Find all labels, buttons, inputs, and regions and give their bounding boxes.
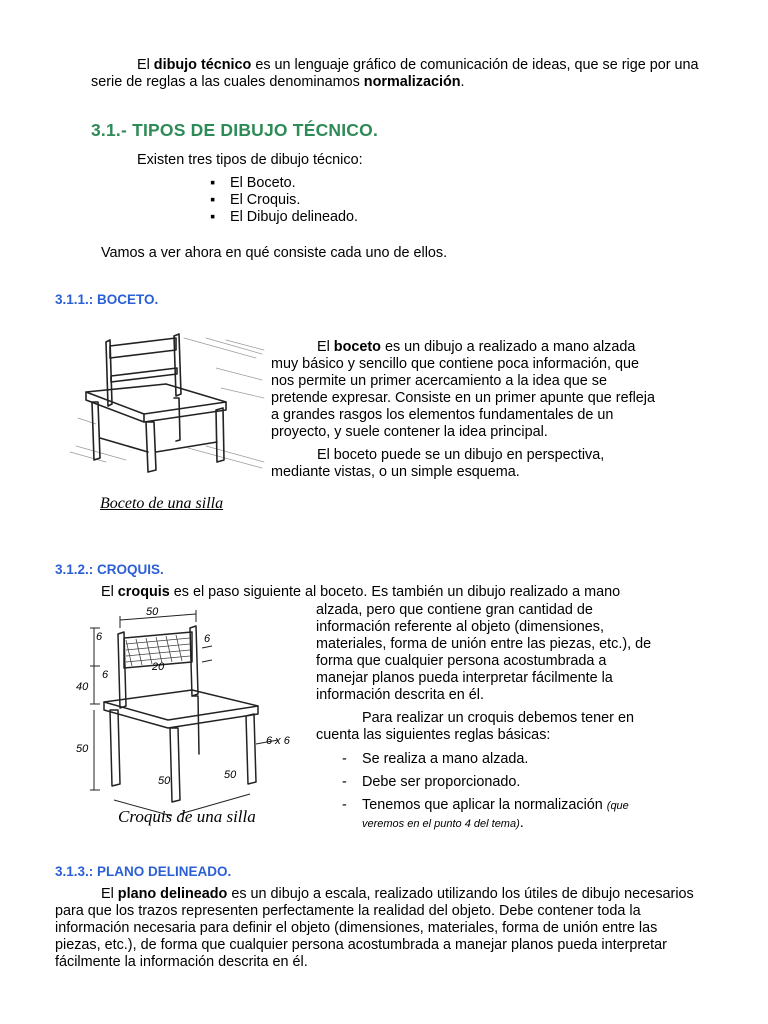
- list-item: ▪ El Dibujo delineado.: [210, 209, 358, 226]
- list-item: ▪ El Boceto.: [210, 175, 358, 192]
- boceto-caption: Boceto de una silla: [100, 495, 224, 512]
- dim-bottom-50b: 50: [224, 769, 237, 781]
- croquis-sketch: [74, 604, 306, 836]
- dim-leg-50: 50: [76, 743, 89, 755]
- list-item: - Se realiza a mano alzada.: [340, 751, 670, 768]
- croquis-heading: 3.1.2.: CROQUIS.: [55, 562, 164, 577]
- dim-section-6x6: 6 x 6: [266, 735, 290, 747]
- boceto-heading: 3.1.1.: BOCETO.: [55, 292, 159, 307]
- boceto-sketch: [66, 328, 266, 478]
- dim-left-6a: 6: [96, 631, 103, 643]
- dim-rail-20: 20: [152, 661, 165, 673]
- croquis-caption: Croquis de una silla: [118, 807, 256, 826]
- dim-left-6b: 6: [102, 669, 109, 681]
- dim-back-40: 40: [76, 681, 89, 693]
- boceto-paragraph-1: El boceto es un dibujo a realizado a mano alzada muy básico y sencillo que contiene poca información, que nos permite un primer acercamiento a la idea que se pretende expresar. Consiste en un primer apunte que refleja a grandes rasgos los elementos fundamentales de un proyecto, y suele contener la idea principal.: [271, 339, 655, 440]
- rule-note: (que veremos en el punto 4 del tema): [362, 800, 629, 830]
- term-plano-delineado: plano delineado: [117, 886, 228, 902]
- croquis-paragraph-1a: El croquis es el paso siguiente al boceto. Es también un dibujo realizado a mano: [101, 584, 621, 600]
- list-item: - Debe ser proporcionado.: [340, 774, 670, 791]
- list-item: ▪ El Croquis.: [210, 192, 358, 209]
- boceto-chair-illustration: [66, 328, 266, 478]
- croquis-paragraph-1b: alzada, pero que contiene gran cantidad de información referente al objeto (dimensiones, materiales, forma de unión entre las piezas, etc.), de forma que cualquier persona acostumbrada a manejar planos pueda interpretar fácilmente la información descrita en él.: [316, 602, 652, 703]
- term-dibujo-tecnico: dibujo técnico: [153, 57, 252, 73]
- term-normalizacion: normalización: [363, 74, 461, 90]
- types-list: [210, 175, 358, 226]
- croquis-paragraph-2: Para realizar un croquis debemos tener en cuenta las siguientes reglas básicas:: [316, 710, 634, 743]
- intro-paragraph: El dibujo técnico es un lenguaje gráfico de comunicación de ideas, que se rige por una serie de reglas a las cuales denominamos normalización.: [91, 57, 699, 90]
- boceto-paragraph-2: El boceto puede se un dibujo en perspectiva, mediante vistas, o un simple esquema.: [271, 447, 605, 480]
- list-item: - Tenemos que aplicar la normalización (que veremos en el punto 4 del tema).: [340, 797, 670, 833]
- term-boceto: boceto: [333, 339, 381, 355]
- dim-bottom-50a: 50: [158, 775, 171, 787]
- section-title: 3.1.- TIPOS DE DIBUJO TÉCNICO.: [91, 120, 379, 140]
- dim-top-width: 50: [146, 606, 159, 618]
- term-croquis: croquis: [117, 584, 170, 600]
- croquis-chair-illustration: [74, 604, 306, 836]
- section-lead: Existen tres tipos de dibujo técnico:: [137, 152, 363, 168]
- section-outro: Vamos a ver ahora en qué consiste cada uno de ellos.: [101, 245, 448, 261]
- boceto-text: [271, 339, 661, 481]
- plano-paragraph: El plano delineado es un dibujo a escala, realizado utilizando los útiles de dibujo necesarios para que los trazos representen perfectamente la realidad del objeto. Debe contener toda la información necesaria para definir el objeto (dimensiones, materiales, forma de unión entre las piezas, etc.), de forma que cualquier persona acostumbrada a manejar planos pueda interpretar fácilmente la información descrita en él.: [55, 886, 694, 970]
- dim-right-6: 6: [204, 633, 211, 645]
- plano-heading: 3.1.3.: PLANO DELINEADO.: [55, 864, 232, 879]
- croquis-text: [316, 602, 656, 744]
- croquis-rules-list: [340, 751, 670, 839]
